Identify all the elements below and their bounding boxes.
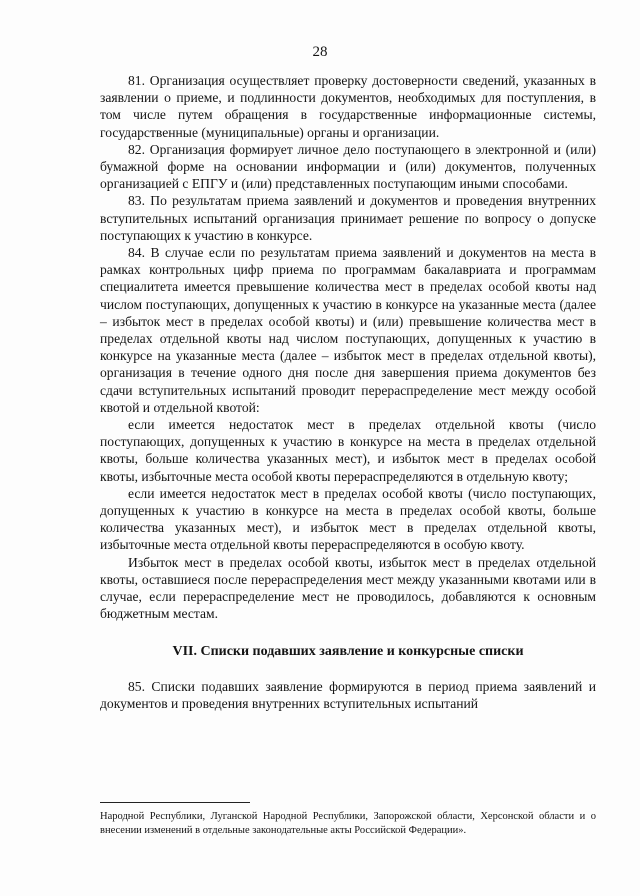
paragraph-84-case-1: если имеется недостаток мест в пределах отдельной квоты (число поступающих, допущенных к участию в конкурсе на места в пределах отдельной квоты, больше количества указанных мест), и избыток мест в пределах особой квоты, избыточные места особой квоты перераспределяются в отдельную квоту; [100,417,596,484]
page-body [100,72,596,712]
paragraph-85: 85. Списки подавших заявление формируются в период приема заявлений и документов и проведения внутренних вступительных испытаний [100,678,596,711]
footnote-text: Народной Республики, Луганской Народной Республики, Запорожской области, Херсонской области и о внесении изменений в отдельные законодательные акты Российской Федерации». [100,811,596,836]
paragraph-81: 81. Организация осуществляет проверку достоверности сведений, указанных в заявлении о приеме, и подлинности документов, необходимых для поступления, в том числе путем обращения в государственные информационные системы, государственные (муниципальные) органы и организации. [100,73,596,140]
page-number: 28 [312,44,328,60]
section-heading: VII. Списки подавших заявление и конкурсные списки [172,643,524,659]
footnote-divider [100,802,250,803]
paragraph-84-remainder: Избыток мест в пределах особой квоты, избыток мест в пределах отдельной квоты, оставшиеся после перераспределения мест между указанными квотами или в случае, если перераспределение мест не проводилось, добавляются к основным бюджетным местам. [100,554,596,622]
paragraph-84-case-2: если имеется недостаток мест в пределах особой квоты (число поступающих, допущенных к участию в конкурсе на места в пределах особой квоты, больше количества указанных мест), и избыток мест в пределах отдельной квоты, избыточные места отдельной квоты перераспределяются в особую квоту. [100,485,596,553]
paragraph-82: 82. Организация формирует личное дело поступающего в электронной и (или) бумажной форме на основании информации и (или) документов, полученных организацией с ЕПГУ и (или) представленных поступающим иными способами. [100,141,596,192]
paragraph-84: 84. В случае если по результатам приема заявлений и документов на места в рамках контрольных цифр приема по программам бакалавриата и программам специалитета имеется превышение количества мест в пределах особой квоты над числом поступающих, допущенных к участию в конкурсе на указанные места (далее – избыток мест в пределах особой квоты) и (или) превышение количества мест в пределах отдельной квоты над числом поступающих, допущенных к участию в конкурсе на указанные места (далее – избыток мест в пределах отдельной квоты), организация в течение одного дня после дня завершения приема документов без сдачи вступительных испытаний проводит перераспределение мест между особой квотой и отдельной квотой: [100,245,596,415]
paragraph-83: 83. По результатам приема заявлений и документов и проведения внутренних вступительных испытаний организация принимает решение по вопросу о допуске поступающих к участию в конкурсе. [100,193,596,243]
